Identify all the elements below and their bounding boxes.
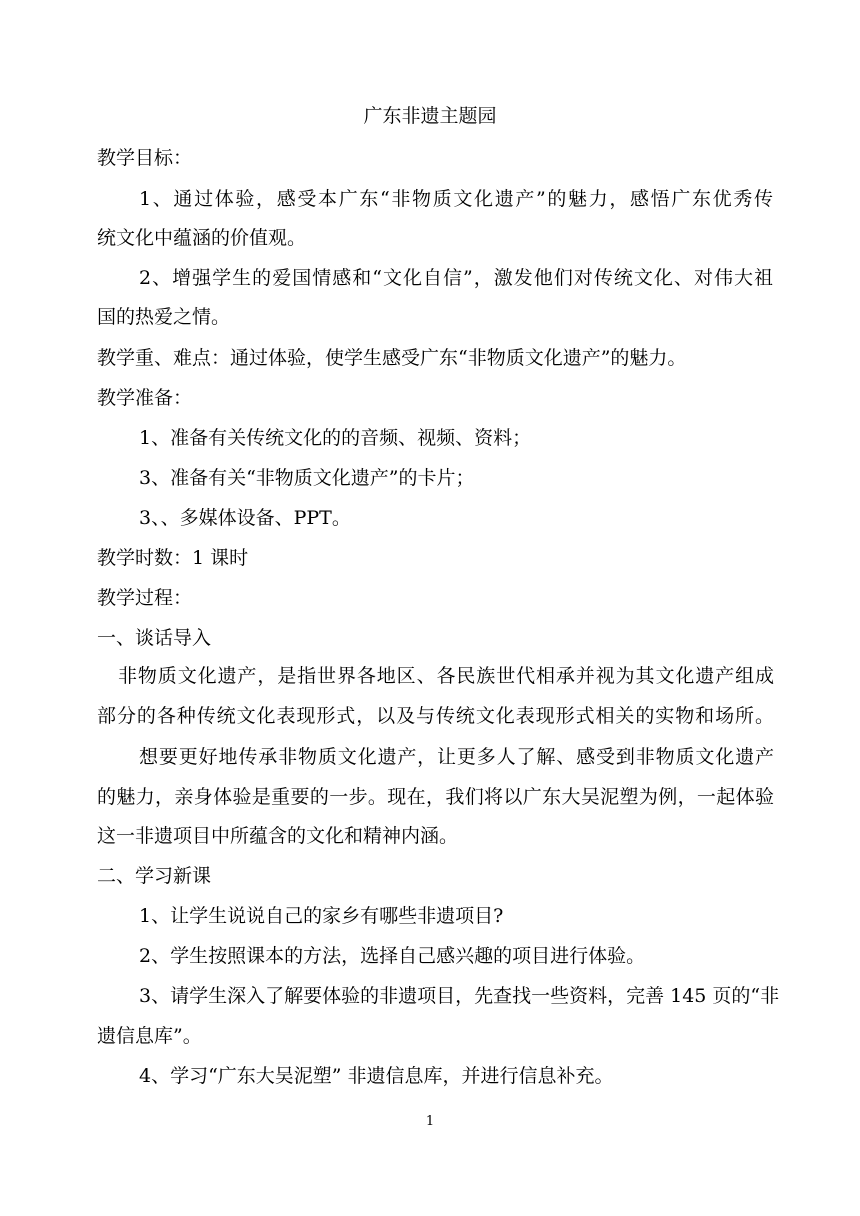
section-heading-preparation: 教学准备： xyxy=(97,387,193,409)
intro-paragraph-2-line-2: 的魅力，亲身体验是重要的一步。现在，我们将以广东大吴泥塑为例，一起体验 xyxy=(97,786,774,808)
step-2: 2、学生按照课本的方法，选择自己感兴趣的项目进行体验。 xyxy=(139,945,646,967)
goal-1-line-2: 统文化中蕴涵的价值观。 xyxy=(97,227,307,249)
key-points: 教学重、难点：通过体验，使学生感受广东“非物质文化遗产”的魅力。 xyxy=(97,347,687,369)
step-3-line-2: 遗信息库”。 xyxy=(97,1025,202,1047)
intro-paragraph-1-line-2: 部分的各种传统文化表现形式，以及与传统文化表现形式相关的实物和场所。 xyxy=(97,705,774,727)
subsection-heading-new-lesson: 二、学习新课 xyxy=(97,865,212,887)
prep-item-2: 3、准备有关“非物质文化遗产”的卡片； xyxy=(139,467,475,489)
intro-paragraph-2-line-1: 想要更好地传承非物质文化遗产，让更多人了解、感受到非物质文化遗产 xyxy=(139,746,774,768)
section-heading-process: 教学过程： xyxy=(97,587,193,609)
step-3-line-1: 3、请学生深入了解要体验的非遗项目，先查找一些资料，完善 145 页的“非 xyxy=(139,985,780,1007)
subsection-heading-intro: 一、谈话导入 xyxy=(97,627,212,649)
step-4: 4、学习“广东大吴泥塑” 非遗信息库，并进行信息补充。 xyxy=(139,1065,614,1087)
goal-2-line-2: 国的热爱之情。 xyxy=(97,306,231,328)
prep-item-1: 1、准备有关传统文化的的音频、视频、资料； xyxy=(139,427,532,449)
prep-item-3: 3、、多媒体设备、PPT。 xyxy=(139,507,351,529)
intro-paragraph-1-line-1: 非物质文化遗产，是指世界各地区、各民族世代相承并视为其文化遗产组成 xyxy=(118,665,774,687)
document-title: 广东非遗主题园 xyxy=(363,105,497,127)
intro-paragraph-2-line-3: 这一非遗项目中所蕴含的文化和精神内涵。 xyxy=(97,825,459,847)
page-number: 1 xyxy=(425,1114,435,1129)
goal-1-line-1: 1、通过体验，感受本广东“非物质文化遗产”的魅力，感悟广东优秀传 xyxy=(139,188,773,210)
step-1: 1、让学生说说自己的家乡有哪些非遗项目? xyxy=(139,905,504,927)
section-heading-goals: 教学目标： xyxy=(97,147,193,169)
goal-2-line-1: 2、增强学生的爱国情感和“文化自信”，激发他们对传统文化、对伟大祖 xyxy=(139,267,773,289)
lesson-hours: 教学时数：1 课时 xyxy=(97,547,249,569)
